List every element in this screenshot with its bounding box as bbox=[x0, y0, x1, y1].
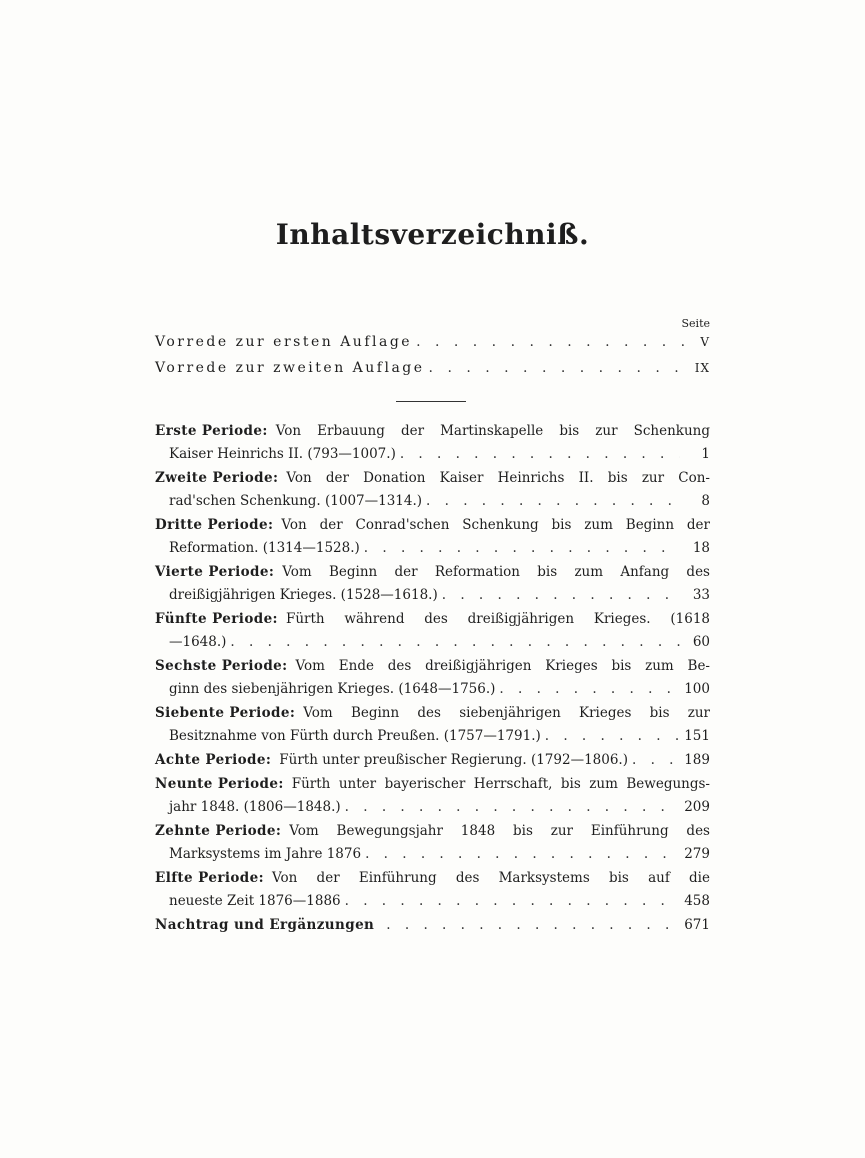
toc-page-number: 209 bbox=[684, 799, 710, 815]
toc-entry-line2 bbox=[155, 584, 710, 607]
toc-entry-text: Fürth während des dreißigjährigen Krieges. (1618 bbox=[285, 611, 710, 627]
toc-entry-line2 bbox=[155, 890, 710, 913]
toc-entry-line1 bbox=[155, 773, 710, 796]
toc-entry-line2 bbox=[155, 725, 710, 748]
toc-entry-line2 bbox=[155, 843, 710, 866]
toc-page-number: 1 bbox=[701, 446, 710, 462]
toc-entry bbox=[155, 514, 710, 560]
toc-page-number: V bbox=[700, 335, 710, 349]
toc-entry-text: Vom Bewegungsjahr 1848 bis zur Einführung des bbox=[289, 823, 710, 839]
toc-entry-text: Fürth unter bayerischer Herrschaft, bis zum Bewegungs- bbox=[291, 776, 710, 792]
toc-period-heading: Erste Periode: bbox=[155, 423, 268, 439]
toc-entry-text: Von der Donation Kaiser Heinrichs II. bis zur Con- bbox=[286, 470, 710, 486]
toc-front-item bbox=[155, 360, 710, 376]
toc-entry bbox=[155, 914, 710, 937]
toc-period-heading: Dritte Periode: bbox=[155, 517, 274, 533]
toc-front-text: Vorrede zur ersten Auflage bbox=[155, 334, 413, 350]
leader-dots bbox=[365, 843, 680, 866]
toc-entry-text: neueste Zeit 1876—1886 bbox=[169, 893, 341, 909]
leader-dots bbox=[400, 443, 680, 466]
toc-page-number: 100 bbox=[684, 681, 710, 697]
toc-page-number: 671 bbox=[684, 917, 710, 933]
toc-period-heading: Zehnte Periode: bbox=[155, 823, 282, 839]
toc-entry-text: Fürth unter preußischer Regierung. (1792—1806.) bbox=[279, 752, 628, 768]
toc-period-heading: Elfte Periode: bbox=[155, 870, 264, 886]
leader-dots bbox=[416, 334, 696, 350]
toc-entry-line2 bbox=[155, 914, 710, 937]
toc-entry bbox=[155, 749, 710, 772]
toc-entry-text: Vom Beginn des siebenjährigen Krieges bis zur bbox=[303, 705, 710, 721]
toc-entry-text: Vom Ende des dreißigjährigen Krieges bis zum Be- bbox=[295, 658, 710, 674]
toc-entry-line1 bbox=[155, 467, 710, 490]
toc-entry-text: Von Erbauung der Martinskapelle bis zur Schenkung bbox=[275, 423, 710, 439]
toc-page-number: 18 bbox=[692, 540, 710, 556]
toc-entry-text: ginn des siebenjährigen Krieges. (1648—1756.) bbox=[169, 681, 496, 697]
leader-dots bbox=[442, 584, 680, 607]
toc-entry bbox=[155, 702, 710, 748]
toc-entry bbox=[155, 608, 710, 654]
leader-dots bbox=[632, 749, 680, 772]
toc-entries bbox=[155, 420, 710, 938]
toc-entry-text: Marksystems im Jahre 1876 bbox=[169, 846, 362, 862]
toc-entry-line2 bbox=[155, 678, 710, 701]
leader-dots bbox=[364, 537, 680, 560]
page-column-label: Seite bbox=[681, 317, 710, 330]
leader-dots bbox=[426, 490, 680, 513]
toc-entry-line2 bbox=[155, 490, 710, 513]
toc-entry-text: Besitznahme von Fürth durch Preußen. (1757—1791.) bbox=[169, 728, 541, 744]
toc-entry-line1 bbox=[155, 561, 710, 584]
toc-entry-text: Kaiser Heinrichs II. (793—1007.) bbox=[169, 446, 396, 462]
toc-page-number: 33 bbox=[692, 587, 710, 603]
section-divider bbox=[396, 401, 466, 402]
toc-entry-line2 bbox=[155, 537, 710, 560]
toc-entry-text: —1648.) bbox=[169, 634, 227, 650]
toc-entry-line1 bbox=[155, 867, 710, 890]
toc-entry-line1 bbox=[155, 702, 710, 725]
toc-entry-text: Von der Conrad'schen Schenkung bis zum Beginn der bbox=[281, 517, 710, 533]
toc-front-text: Vorrede zur zweiten Auflage bbox=[155, 360, 425, 376]
toc-page-number: IX bbox=[694, 361, 710, 375]
leader-dots bbox=[499, 678, 680, 701]
toc-entry bbox=[155, 867, 710, 913]
toc-page-number: 60 bbox=[692, 634, 710, 650]
toc-entry-line1 bbox=[155, 514, 710, 537]
toc-entry-line1 bbox=[155, 420, 710, 443]
toc-period-heading: Achte Periode: bbox=[155, 752, 272, 768]
leader-dots bbox=[386, 914, 680, 937]
toc-entry bbox=[155, 420, 710, 466]
toc-entry-line1 bbox=[155, 655, 710, 678]
toc-entry-line2 bbox=[155, 796, 710, 819]
toc-entry bbox=[155, 820, 710, 866]
toc-entry-line1 bbox=[155, 608, 710, 631]
toc-page-number: 279 bbox=[684, 846, 710, 862]
toc-entry-line1 bbox=[155, 820, 710, 843]
toc-entry bbox=[155, 655, 710, 701]
toc-entry-text: Reformation. (1314—1528.) bbox=[169, 540, 360, 556]
toc-entry-text: rad'schen Schenkung. (1007—1314.) bbox=[169, 493, 423, 509]
toc-entry bbox=[155, 561, 710, 607]
leader-dots bbox=[429, 360, 691, 376]
toc-entry-text: Vom Beginn der Reformation bis zum Anfang des bbox=[282, 564, 710, 580]
toc-period-heading: Nachtrag und Ergänzungen bbox=[155, 917, 375, 933]
toc-entry bbox=[155, 773, 710, 819]
toc-entry-text: jahr 1848. (1806—1848.) bbox=[169, 799, 341, 815]
toc-page-number: 151 bbox=[684, 728, 710, 744]
toc-entry-text: Von der Einführung des Marksystems bis auf die bbox=[272, 870, 710, 886]
leader-dots bbox=[545, 725, 680, 748]
toc-entry-line2 bbox=[155, 443, 710, 466]
toc-page-number: 189 bbox=[684, 752, 710, 768]
leader-dots bbox=[345, 890, 680, 913]
leader-dots bbox=[230, 631, 680, 654]
toc-entry-line2 bbox=[155, 631, 710, 654]
toc-entry bbox=[155, 467, 710, 513]
toc-period-heading: Vierte Periode: bbox=[155, 564, 275, 580]
toc-period-heading: Sechste Periode: bbox=[155, 658, 288, 674]
toc-page bbox=[155, 0, 710, 1158]
toc-period-heading: Fünfte Periode: bbox=[155, 611, 278, 627]
toc-page-number: 8 bbox=[701, 493, 710, 509]
toc-period-heading: Zweite Periode: bbox=[155, 470, 279, 486]
leader-dots bbox=[345, 796, 680, 819]
toc-page-number: 458 bbox=[684, 893, 710, 909]
toc-period-heading: Neunte Periode: bbox=[155, 776, 284, 792]
toc-front-item bbox=[155, 334, 710, 350]
toc-entry-line2 bbox=[155, 749, 710, 772]
toc-entry-text: dreißigjährigen Krieges. (1528—1618.) bbox=[169, 587, 438, 603]
toc-period-heading: Siebente Periode: bbox=[155, 705, 296, 721]
page-title: Inhaltsverzeichniß. bbox=[275, 218, 590, 251]
